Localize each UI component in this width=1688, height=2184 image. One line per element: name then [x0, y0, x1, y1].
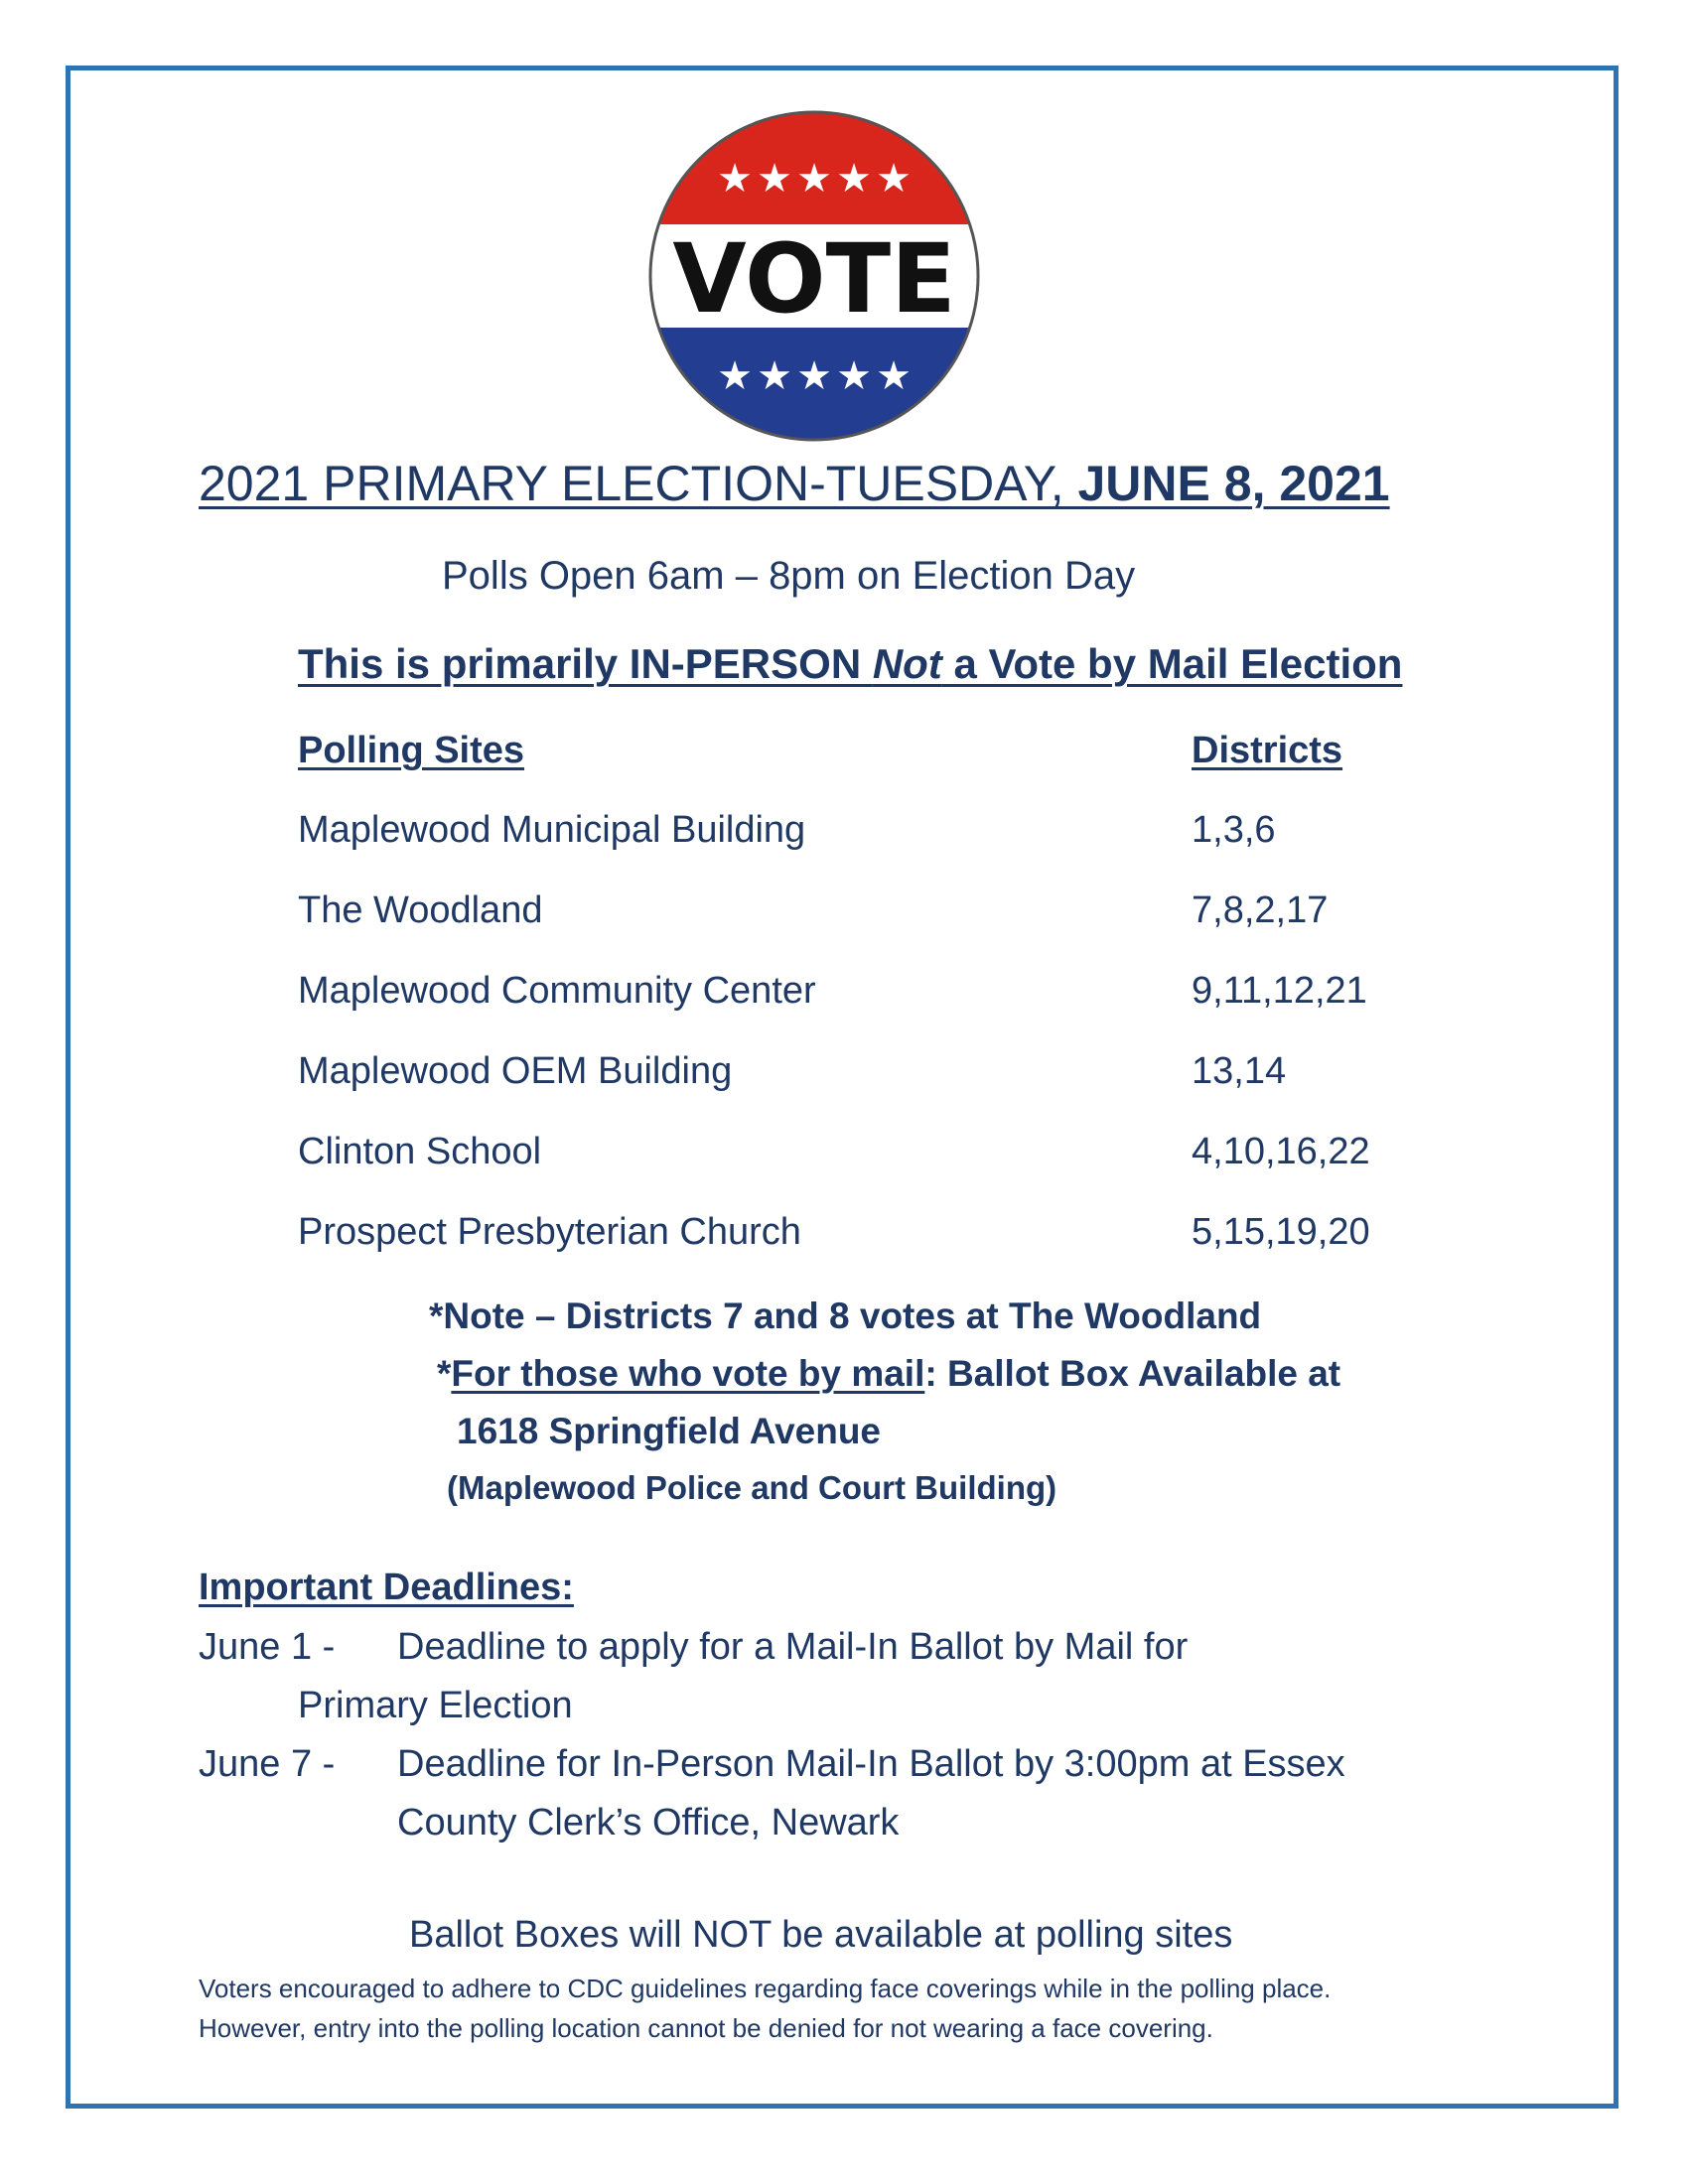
subheading-after: a Vote by Mail Election — [941, 640, 1403, 687]
districts-header: Districts — [1192, 730, 1343, 771]
note-rest: : Ballot Box Available at — [924, 1353, 1341, 1394]
vote-by-mail-phrase: For those who vote by mail — [451, 1353, 925, 1394]
site-districts: 7,8,2,17 — [1192, 889, 1329, 931]
page-title — [199, 455, 1390, 512]
deadline-text-cont: County Clerk’s Office, Newark — [397, 1802, 900, 1843]
svg-text:★: ★ — [757, 353, 792, 399]
title-main: 2021 PRIMARY ELECTION-TUESDAY, — [199, 456, 1078, 511]
svg-text:★: ★ — [836, 156, 872, 202]
deadline-text-cont: Primary Election — [298, 1685, 573, 1726]
deadlines-heading: Important Deadlines: — [199, 1567, 574, 1608]
site-name: Clinton School — [298, 1131, 542, 1172]
face-covering-text: However, entry into the polling location cannot be denied for not wearing a face covering. — [199, 2013, 1213, 2043]
subheading-italic: Not — [872, 640, 942, 687]
cdc-guidelines-text: Voters encouraged to adhere to CDC guidelines regarding face coverings while in the polling place. — [199, 1974, 1332, 2003]
svg-text:★: ★ — [796, 156, 832, 202]
badge-text: VOTE — [672, 223, 956, 335]
deadline-text: Deadline for In-Person Mail-In Ballot by 3:00pm at Essex — [397, 1743, 1345, 1785]
site-name: The Woodland — [298, 889, 543, 931]
svg-text:★: ★ — [717, 156, 753, 202]
bottom-stars-icon — [717, 353, 912, 399]
ballot-boxes-notice: Ballot Boxes will NOT be available at polling sites — [409, 1914, 1233, 1956]
deadline-date: June 7 - — [199, 1743, 336, 1785]
site-districts: 1,3,6 — [1192, 809, 1276, 851]
svg-text:★: ★ — [836, 353, 872, 399]
svg-text:★: ★ — [717, 353, 753, 399]
svg-text:★: ★ — [757, 156, 792, 202]
ballot-box-address: 1618 Springfield Avenue — [457, 1411, 881, 1451]
title-date: JUNE 8, 2021 — [1077, 456, 1390, 511]
top-stars-icon — [717, 156, 912, 202]
polls-open-line: Polls Open 6am – 8pm on Election Day — [442, 554, 1136, 598]
site-districts: 9,11,12,21 — [1192, 970, 1367, 1012]
site-districts: 13,14 — [1192, 1050, 1287, 1092]
svg-text:★: ★ — [876, 353, 912, 399]
site-name: Maplewood Community Center — [298, 970, 816, 1012]
site-districts: 4,10,16,22 — [1192, 1131, 1370, 1172]
subheading-before: This is primarily IN-PERSON — [298, 640, 873, 687]
ballot-box-building: (Maplewood Police and Court Building) — [447, 1469, 1057, 1506]
svg-text:★: ★ — [796, 353, 832, 399]
polling-sites-header: Polling Sites — [298, 730, 525, 771]
election-type-heading — [298, 640, 1402, 688]
deadline-date: June 1 - — [199, 1626, 336, 1668]
woodland-note: *Note – Districts 7 and 8 votes at The Woodland — [429, 1296, 1262, 1336]
site-name: Maplewood OEM Building — [298, 1050, 733, 1092]
mail-ballot-note — [437, 1353, 1340, 1395]
svg-text:★: ★ — [876, 156, 912, 202]
note-star: * — [437, 1353, 452, 1394]
vote-badge-logo — [645, 107, 983, 445]
deadline-text: Deadline to apply for a Mail-In Ballot by Mail for — [397, 1626, 1189, 1668]
site-name: Prospect Presbyterian Church — [298, 1211, 801, 1253]
site-districts: 5,15,19,20 — [1192, 1211, 1370, 1253]
site-name: Maplewood Municipal Building — [298, 809, 806, 851]
